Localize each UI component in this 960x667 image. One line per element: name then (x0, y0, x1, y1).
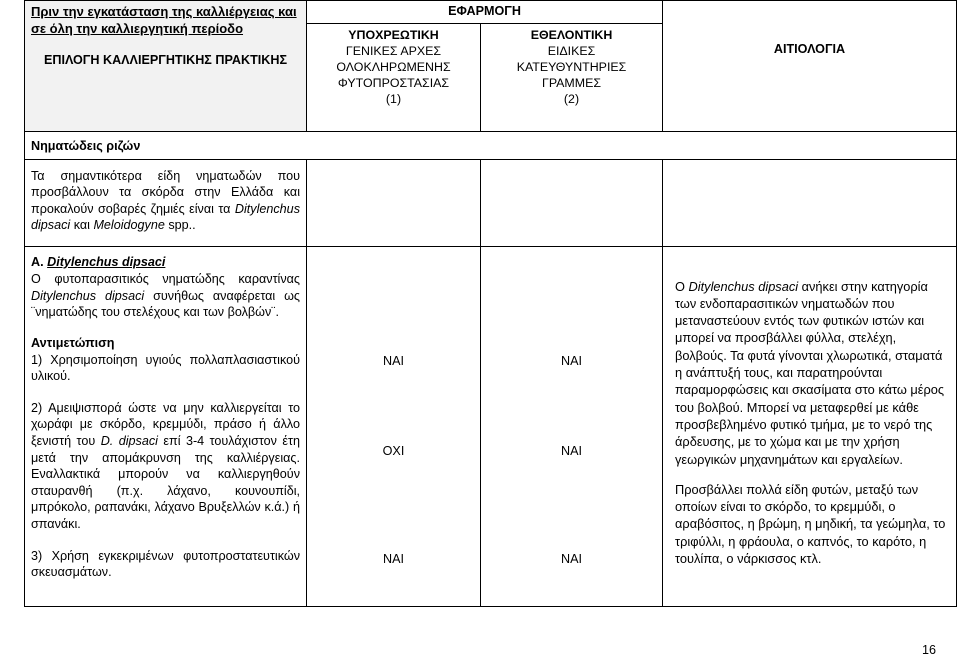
voluntary-answers (481, 246, 663, 606)
page-number: 16 (921, 643, 936, 657)
mandatory-answers (307, 246, 481, 606)
header-mandatory: ΥΠΟΧΡΕΩΤΙΚΗ ΓΕΝΙΚΕΣ ΑΡΧΕΣ ΟΛΟΚΛΗΡΩΜΕΝΗΣ ΦΥΤΟΠΡΟΣΤΑΣΙΑΣ (1) (307, 23, 481, 131)
header-title: Πριν την εγκατάσταση της καλλιέργειας και σε όλη την καλλιεργητική περίοδο (31, 4, 297, 36)
voluntary-answer-1: ΝΑΙ (561, 353, 582, 368)
pest-cell (25, 246, 307, 606)
header-practice-cell (25, 1, 307, 132)
justification-cell (663, 246, 957, 606)
justification-p1: Ο Ditylenchus dipsaci ανήκει στην κατηγορία των ενδοπαρασιτικών νηματωδών που μεταναστεύουν εντός των φυτικών ιστών και μπορεί να προσβάλλει φύλλα, στελέχη, βολβούς. Τα φυτά γίνονται χλωρωτικά, σταματά η ανάπτυξή τους, και παρατηρούνται παραμορφώσεις και σκασίματα στο κάτω μέρος του βολβού. Μπορεί να μεταφερθεί με κάθε προσβεβλημένο φυτικό τμήμα, με το νερό της άρδευσης, με το χώμα και με την χρήση γεωργικών μηχανημάτων και εργαλείων. (675, 278, 945, 467)
header-practice-label: ΕΠΙΛΟΓΗ ΚΑΛΛΙΕΡΓΗΤΙΚΗΣ ΠΡΑΚΤΙΚΗΣ (43, 53, 288, 67)
voluntary-answer-2: ΝΑΙ (561, 443, 582, 458)
mandatory-answer-3: ΝΑΙ (383, 551, 404, 566)
pest-description: Ο φυτοπαρασιτικός νηματώδης καραντίνας Ditylenchus dipsaci συνήθως αναφέρεται ως ¨νηματώδης του στελέχους και των βολβών¨. (31, 272, 300, 320)
justification-p2: Προσβάλλει πολλά είδη φυτών, μεταξύ των οποίων είναι το σκόρδο, το κρεμμύδι, ο αραβόσιτος, η βρώμη, η μηδική, τα γεώμηλα, το τριφύλλι, η φράουλα, ο καπνός, το καρότο, η τουλίπα, ο νάρκισσος κτλ. (675, 481, 946, 567)
practice-table (24, 0, 957, 607)
measure-1: 1) Χρησιμοποίηση υγιούς πολλαπλασιαστικού υλικού. (31, 352, 300, 384)
section-intro: Τα σημαντικότερα είδη νηματωδών που προσβάλλουν τα σκόρδα στην Ελλάδα και προκαλούν σοβαρές ζημιές είναι τα Ditylenchus dipsaci και Meloidogyne spp.. (25, 159, 307, 246)
pest-heading: Α. Ditylenchus dipsaci (31, 254, 166, 269)
voluntary-answer-3: ΝΑΙ (561, 551, 582, 566)
measure-2: 2) Αμειψισπορά ώστε να μην καλλιεργείται το χωράφι με σκόρδο, κρεμμύδι, πράσο ή άλλο ξενιστή του D. dipsaci επί 3-4 τουλάχιστον έτη μετά την απομάκρυνση της καλλιέργειας. Εναλλακτικά μπορούν να καλλιεργηθούν σταυρανθή (π.χ. λάχανο, κουνουπίδι, μπρόκολο, ραπανάκι, λάχανο Βρυξελλών κ.ά.) ή σπανάκι. (31, 400, 300, 531)
mandatory-answer-2: ΟΧΙ (382, 443, 405, 458)
section-title: Νηματώδεις ριζών (25, 131, 957, 159)
treatment-heading: Αντιμετώπιση (31, 335, 115, 350)
measure-3: 3) Χρήση εγκεκριμένων φυτοπροστατευτικών σκευασμάτων. (31, 548, 300, 580)
header-justification: ΑΙΤΙΟΛΟΓΙΑ (663, 1, 957, 132)
header-application: ΕΦΑΡΜΟΓΗ (307, 1, 663, 24)
mandatory-answer-1: ΝΑΙ (383, 353, 404, 368)
header-voluntary: ΕΘΕΛΟΝΤΙΚΗ ΕΙΔΙΚΕΣ ΚΑΤΕΥΘΥΝΤΗΡΙΕΣ ΓΡΑΜΜΕΣ (2) (481, 23, 663, 131)
